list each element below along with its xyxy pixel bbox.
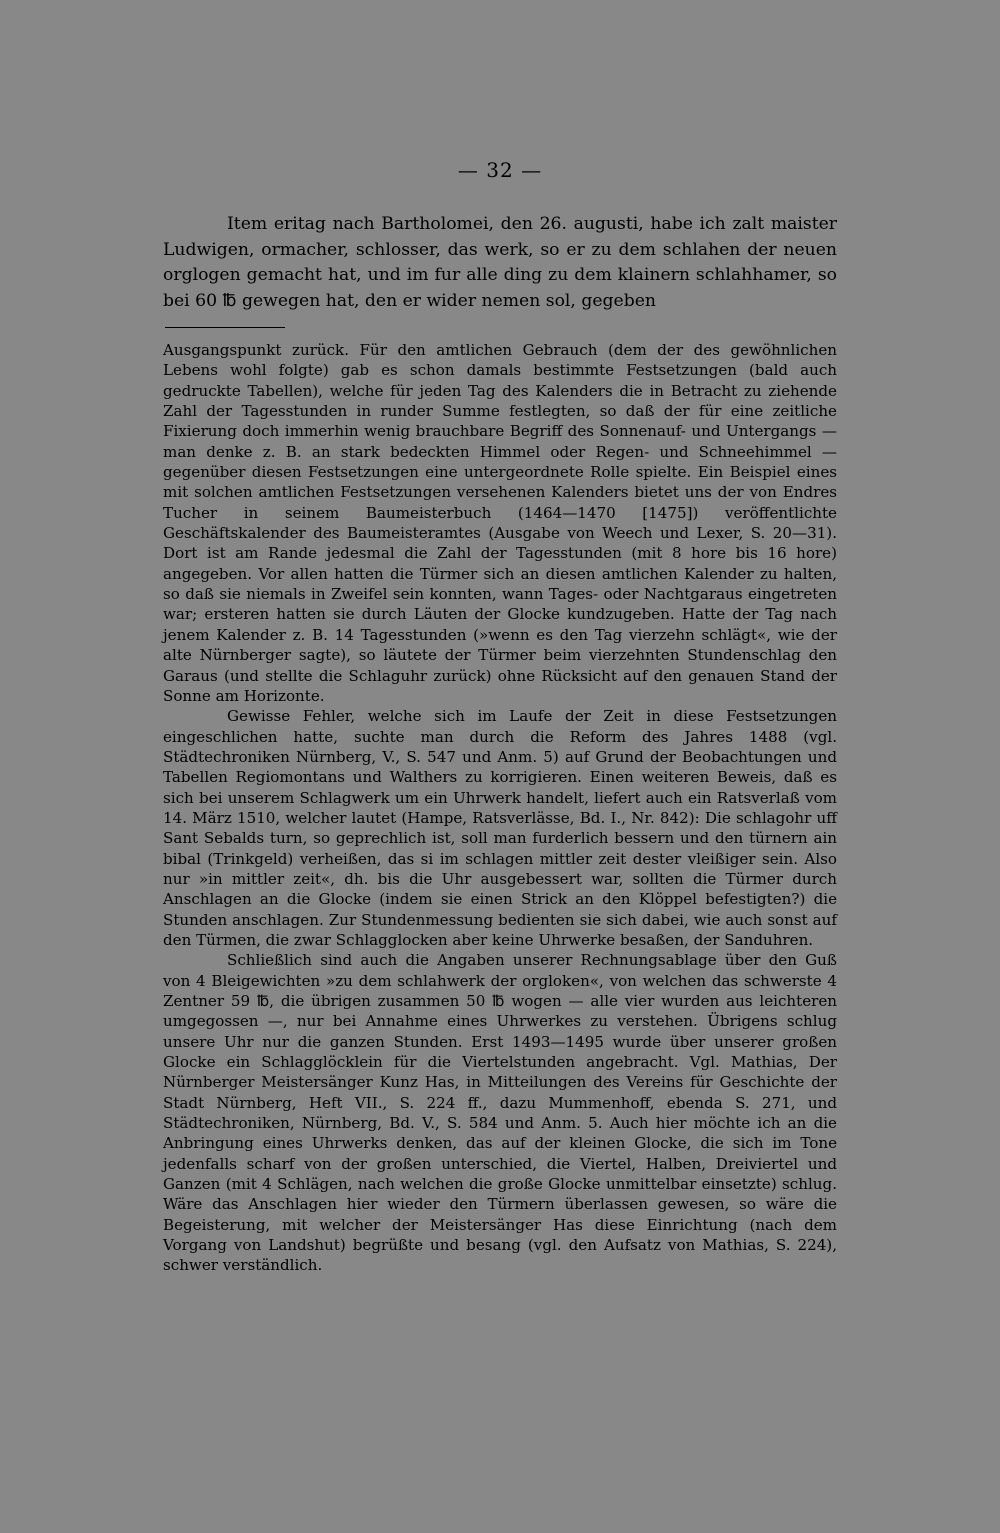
footnote-paragraph-1: Ausgangspunkt zurück. Für den amtlichen Gebrauch (dem der des gewöhnlichen Lebens wohl folgte) gab es schon damals bestimmte Festsetzungen (bald auch gedruckte Tabellen), welche für jeden Tag des Kalenders die in Betracht zu ziehende Zahl der Tagesstunden in runder Summe festlegten, so daß der für eine zeitliche Fixierung doch immerhin wenig brauchbare Begriff des Sonnenauf- und Untergangs — man denke z. B. an stark bedeckten Himmel oder Regen- und Schneehimmel — gegenüber diesen Festsetzungen eine untergeordnete Rolle spielte. Ein Beispiel eines mit solchen amtlichen Festsetzungen versehenen Kalenders bietet uns der von Endres Tucher in seinem Baumeisterbuch (1464—1470 [1475]) veröffentlichte Geschäftskalender des Baumeisteramtes (Ausgabe von Weech und Lexer, S. 20—31). Dort ist am Rande jedesmal die Zahl der Tagesstunden (mit 8 hore bis 16 hore) angegeben. Vor allen hatten die Türmer sich an diesen amtlichen Kalender zu halten, so daß sie niemals in Zweifel sein konnten, wann Tages- oder Nachtgaraus eingetreten war; ersteren hatten sie durch Läuten der Glocke kundzugeben. Hatte der Tag nach jenem Kalender z. B. 14 Tagesstunden (»wenn es den Tag vierzehn schlägt«, wie der alte Nürnberger sagte), so läutete der Türmer beim vierzehnten Stundenschlag den Garaus (und stellte die Schlaguhr zurück) ohne Rücksicht auf den genauen Stand der Sonne am Horizonte. (163, 341, 837, 705)
main-paragraph: Item eritag nach Bartholomei, den 26. augusti, habe ich zalt maister Ludwigen, ormacher, schlosser, das werk, so er zu dem schlahen der neuen orglogen gemacht hat, und im fur alle ding zu dem klainern schlahhamer, so bei 60 ℔ gewegen hat, den er wider nemen sol, gegeben (163, 214, 837, 311)
footnote-separator (165, 327, 285, 328)
footnote-block (163, 340, 837, 1276)
footnote-paragraph-2: Gewisse Fehler, welche sich im Laufe der Zeit in diese Festsetzungen eingeschlichen hatte, suchte man durch die Reform des Jahres 1488 (vgl. Städtechroniken Nürnberg, V., S. 547 und Anm. 5) auf Grund der Beobachtungen und Tabellen Regiomontans und Walthers zu korrigieren. Einen weiteren Beweis, daß es sich bei unserem Schlagwerk um ein Uhrwerk handelt, liefert auch ein Ratsverlaß vom 14. März 1510, welcher lautet (Hampe, Ratsverlässe, Bd. I., Nr. 842): Die schlagohr uff Sant Sebalds turn, so geprechlich ist, soll man furderlich bessern und den türnern ain bibal (Trinkgeld) verheißen, das si im schlagen mittler zeit dester vleißiger sein. Also nur »in mittler zeit«, dh. bis die Uhr ausgebessert war, sollten die Türmer durch Anschlagen an die Glocke (indem sie einen Strick an den Klöppel befestigten?) die Stunden anschlagen. Zur Stundenmessung bedienten sie sich dabei, wie auch sonst auf den Türmen, die zwar Schlagglocken aber keine Uhrwerke besaßen, der Sanduhren. (163, 707, 837, 949)
page-number: — 32 — (457, 158, 543, 182)
footnote-paragraph-3: Schließlich sind auch die Angaben unserer Rechnungsablage über den Guß von 4 Bleigewichten »zu dem schlahwerk der orgloken«, von welchen das schwerste 4 Zentner 59 ℔, die übrigen zusammen 50 ℔ wogen — alle vier wurden aus leichteren umgegossen —, nur bei Annahme eines Uhrwerkes zu verstehen. Übrigens schlug unsere Uhr nur die ganzen Stunden. Erst 1493—1495 wurde über unserer großen Glocke ein Schlagglöcklein für die Viertelstunden angebracht. Vgl. Mathias, Der Nürnberger Meistersänger Kunz Has, in Mitteilungen des Vereins für Geschichte der Stadt Nürnberg, Heft VII., S. 224 ff., dazu Mummenhoff, ebenda S. 271, und Städtechroniken, Nürnberg, Bd. V., S. 584 und Anm. 5. Auch hier möchte ich an die Anbringung eines Uhrwerks denken, das auf der kleinen Glocke, die sich im Tone jedenfalls scharf von der großen unterschied, die Viertel, Halben, Dreiviertel und Ganzen (mit 4 Schlägen, nach welchen die große Glocke unmittelbar einsetzte) schlug. Wäre das Anschlagen hier wieder den Türmern überlassen gewesen, so wäre die Begeisterung, mit welcher der Meistersänger Has diese Einrichtung (nach dem Vorgang von Landshut) begrüßte und besang (vgl. den Aufsatz von Mathias, S. 224), schwer verständlich. (163, 951, 837, 1275)
